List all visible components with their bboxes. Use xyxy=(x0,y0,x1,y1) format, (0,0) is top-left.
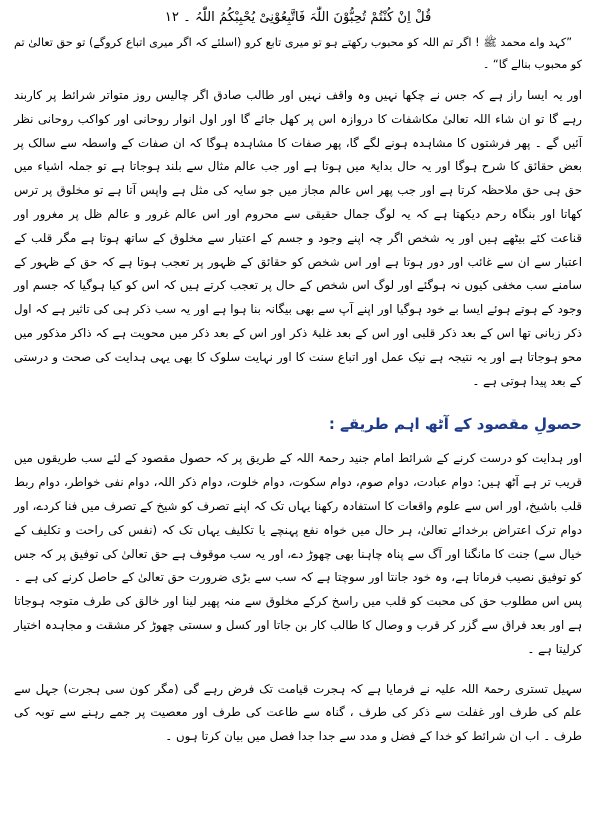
quranic-verse: قُلْ اِنْ کُنْتُمْ تُحِبُّوْنَ اللّٰہَ فَاتَّبِعُوْنِیْ یُحْبِبْکُمُ اللّٰہُ ۔ ۱۲ xyxy=(164,10,432,25)
paragraph-eight-methods: اور ہدایت کو درست کرنے کے شرائط امام جنید رحمۃ اللہ کے طریق پر کہ حصول مقصود کے لئے سب طریقوں میں قریب تر ہے آٹھ ہیں: دوام عبادت، دوام صوم، دوام سکوت، دوام خلوت، دوام ذکر اللہ، دوام نفی خواطر، دوام ربط قلب باشیخ، اور اس سے علوم واقعات کا استفادہ رکھنا یہاں تک کہ اپنے تصرف کو شیخ کے تصرف میں فنا کردے، اور دوام ترک اعتراض برخدائے تعالیٰ، ہر حال میں خواہ نفع پہنچے یا تکلیف یہاں تک کہ (نفس کی راحت و تکلیف کے خیال سے) جنت کا مانگنا اور آگ سے پناہ چاہنا بھی چھوڑ دے، اور یہ سب موقوف ہے حق تعالیٰ کی توفیق پر کہ جس کو توفیق نصیب فرماتا ہے، وہ خود جانتا اور سوچتا ہے کہ سب سے بڑی ضرورت حق تعالیٰ کے حاصل کرنے کی ہے ۔ پس اس مطلوب حق کی محبت کو قلب میں راسخ کرکے مخلوق سے منہ پھیر لینا اور خالق کی طرف متوجہ ہوجاتا ہے اور بعد فراق سے گزر کر قرب و وصال کا طالب کار بن جاتا اور کسل و سستی چھوڑ کر مشقت و مجاہدہ اختیار کرلیتا ہے ۔ xyxy=(14,451,582,656)
verse-translation: ”کہد واے محمد ﷺ ! اگر تم اللہ کو محبوب رکھتے ہو تو میری تابع کرو (اسلئے کہ اگر میری اتباع کروگے) تو حق تعالیٰ تم کو محبوب بنالے گا“ ۔ xyxy=(14,36,582,71)
paragraph-hijrat: سہیل تستری رحمۃ اللہ علیہ نے فرمایا ہے کہ ہجرت قیامت تک فرض رہے گی (مگر کون سی ہجرت) جہل سے علم کی طرف اور غفلت سے ذکر کی طرف ، گناہ سے طاعت کی طرف اور معصیت پر جمے رہنے سے توبہ کی طرف ۔ اب ان شرائط کو خدا کے فضل و مدد سے جدا جدا فصل میں بیان کرتا ہوں ۔ xyxy=(14,681,582,744)
paragraph-dhikr-effects: اور یہ ایسا راز ہے کہ جس نے چکھا نہیں وہ واقف نہیں اور طالب صادق اگر چالیس روز متواتر شرائط پر کاربند رہے گا تو ان شاء اللہ تعالیٰ مکاشفات کا دروازہ اس پر کھل جائے گا اور اول انوار روحانی اور کواکب روحانی نظر آئیں گے ۔ پھر فرشتوں کا مشاہدہ ہونے لگے گا، پھر صفات کا مشاہدہ ہوگا کہ ان صفات کے واسطہ سے سالک پر بعض حقائق کا شرح ہوگا اور یہ حال بدایۃ میں ہوتا ہے اور جب عالم مثال سے بلند ہوجاتا ہے تو جملہ اشیاء میں حق ہی حق ملاحظہ کرتا ہے اور جب پھر اس عالم مجاز میں جو سایہ کی مثل ہے واپس آتا ہے تو مخلوق پر ترس کھاتا اور بنگاہ رحم دیکھتا ہے کہ یہ لوگ جمال حقیقی سے محروم اور اس عالم غرور و عالم ظل پر مغرور اور قناعت کئے بیٹھے ہیں اور یہ شخص اگر چہ اپنے وجود و جسم کے اعتبار سے مخلوق کے ساتھ ہوتا ہے مگر قلب کے اعتبار سے ان سے غائب اور دور ہوتا ہے اور اس شخص کو حقائق کے ظہور پر تعجب ہوتا ہے کہ حق کے ظہور کے سامنے سب مخفی کیوں نہ ہوگئے اور لوگ اس شخص کے حال پر تعجب کرتے ہیں کہ اس کو کیا ہوگیا کہ جسم اور وجود کے ہوتے ہوئے ایسا بے خود ہوگیا اور اپنے آپ سے بھی بیگانہ بنا ہوا ہے اور یہ سب ذکر ہی کی تاثیر ہے کہ اول ذکر زبانی تھا اس کے بعد ذکر قلبی اور اس کے بعد غلبۂ ذکر اور اس کے بعد ذکر میں محویت ہے کہ ذاکر مذکور میں محو ہوجاتا ہے اور یہ نتیجہ ہے نیک عمل اور اتباع سنت کا اور نہایت سلوک کا بھی یہی ہدایت کی صحت و درستی کے بعد پیدا ہوتی ہے ۔ xyxy=(14,88,582,388)
document-page xyxy=(14,8,582,753)
section-heading: حصولِ مقصود کے آٹھ اہم طریقے : xyxy=(328,415,582,434)
